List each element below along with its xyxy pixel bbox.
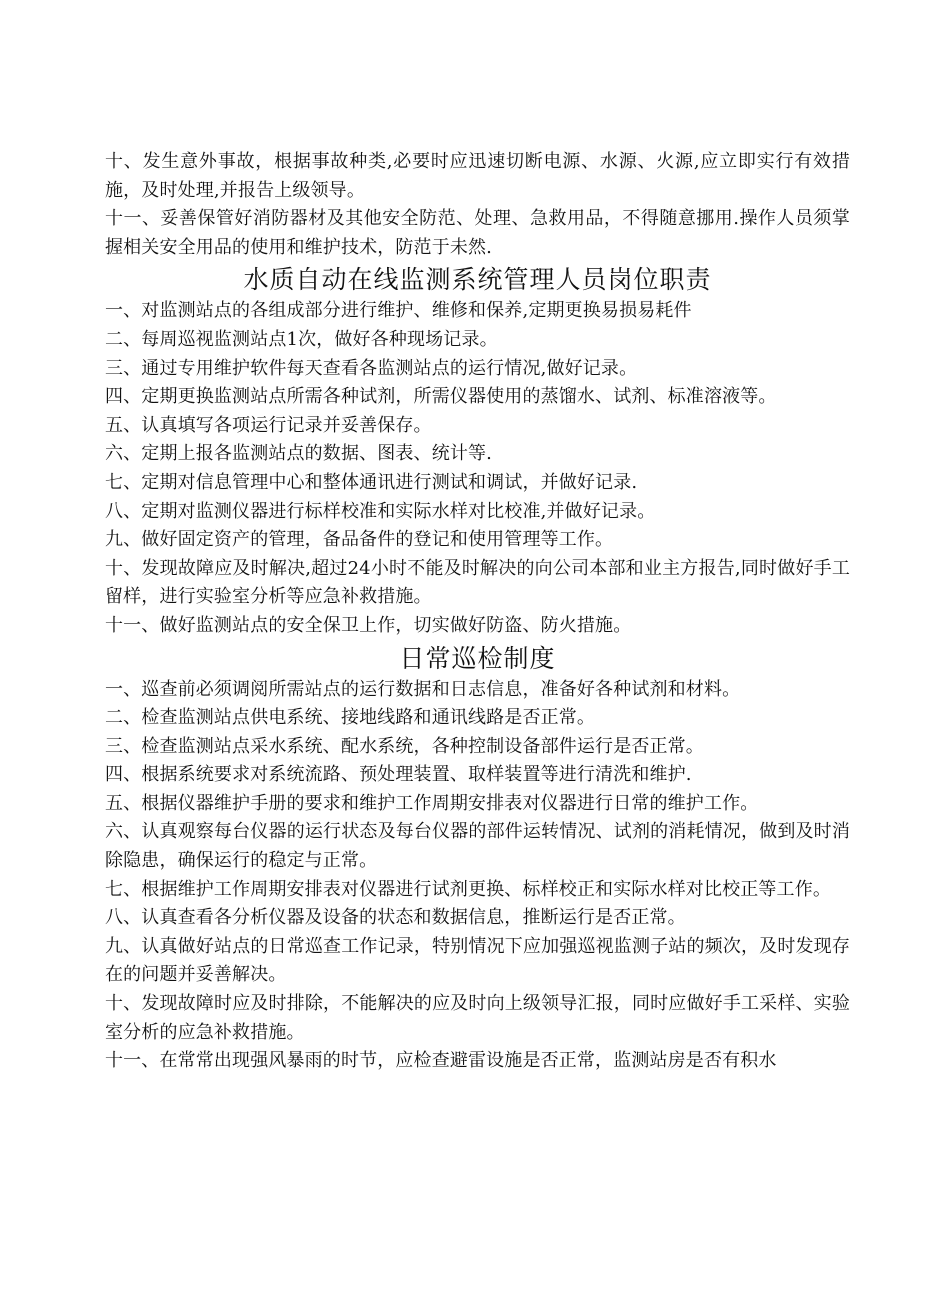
inspection-item: 八、认真查看各分析仪器及设备的状态和数据信息，推断运行是否正常。 [105,907,686,929]
inspection-item: 四、根据系统要求对系统流路、预处理装置、取样装置等进行清洗和维护. [105,764,692,786]
duty-item: 一、对监测站点的各组成部分进行维护、维修和保养,定期更换易损易耗件 [105,300,692,322]
inspection-item: 七、根据维护工作周期安排表对仪器进行试剂更换、标样校正和实际水样对比校正等工作。 [105,878,831,900]
inspection-item: 五、根据仪器维护手册的要求和维护工作周期安排表对仪器进行日常的维护工作。 [105,792,759,814]
duty-item: 七、定期对信息管理中心和整体通讯进行测试和调试，并做好记录. [105,471,638,493]
inspection-item: 十、发现故障时应及时排除，不能解决的应及时向上级领导汇报，同时应做好手工采样、实验室分析的应急补救措施。 [105,993,850,1043]
duty-item: 四、定期更换监测站点所需各种试剂，所需仪器使用的蒸馏水、试剂、标准溶液等。 [105,386,777,408]
duty-item: 三、通过专用维护软件每天查看各监测站点的运行情况,做好记录。 [105,357,638,379]
inspection-item: 十一、在常常出现强风暴雨的时节，应检查避雷设施是否正常，监测站房是否有积水 [105,1050,777,1072]
inspection-item: 九、认真做好站点的日常巡查工作记录，特别情况下应加强巡视监测子站的频次，及时发现存在的问题并妥善解决。 [105,935,850,986]
duty-item: 十、发现故障应及时解决,超过24小时不能及时解决的向公司本部和业主方报告,同时做好手工留样，进行实验室分析等应急补救措施。 [105,557,850,608]
section-title-duties: 水质自动在线监测系统管理人员岗位职责 [243,265,712,295]
paragraph-item: 十、发生意外事故，根据事故种类,必要时应迅速切断电源、水源、火源,应立即实行有效措施，及时处理,并报告上级领导。 [105,151,850,201]
inspection-item: 三、检查监测站点采水系统、配水系统，各种控制设备部件运行是否正常。 [105,735,704,757]
duty-item: 八、定期对监测仪器进行标样校准和实际水样对比校准,并做好记录。 [105,500,656,522]
inspection-item: 六、认真观察每台仪器的运行状态及每台仪器的部件运转情况、试剂的消耗情况，做到及时消除隐患，确保运行的稳定与正常。 [105,821,850,872]
duty-item: 五、认真填写各项运行记录并妥善保存。 [105,414,432,436]
document-page [105,148,850,1076]
inspection-item: 一、巡查前必须调阅所需站点的运行数据和日志信息，准备好各种试剂和材料。 [105,678,741,700]
duty-item: 九、做好固定资产的管理，备品备件的登记和使用管理等工作。 [105,529,614,551]
duty-item: 六、定期上报各监测站点的数据、图表、统计等. [105,443,493,465]
paragraph-item: 十一、妥善保管好消防器材及其他安全防范、处理、急救用品，不得随意挪用.操作人员须掌握相关安全用品的使用和维护技术，防范于未然. [105,208,850,258]
duty-item: 二、每周巡视监测站点1次，做好各种现场记录。 [105,328,498,350]
section-title-inspection: 日常巡检制度 [399,643,556,673]
inspection-item: 二、检查监测站点供电系统、接地线路和通讯线路是否正常。 [105,707,596,729]
duty-item: 十一、做好监测站点的安全保卫上作，切实做好防盗、防火措施。 [105,614,632,636]
